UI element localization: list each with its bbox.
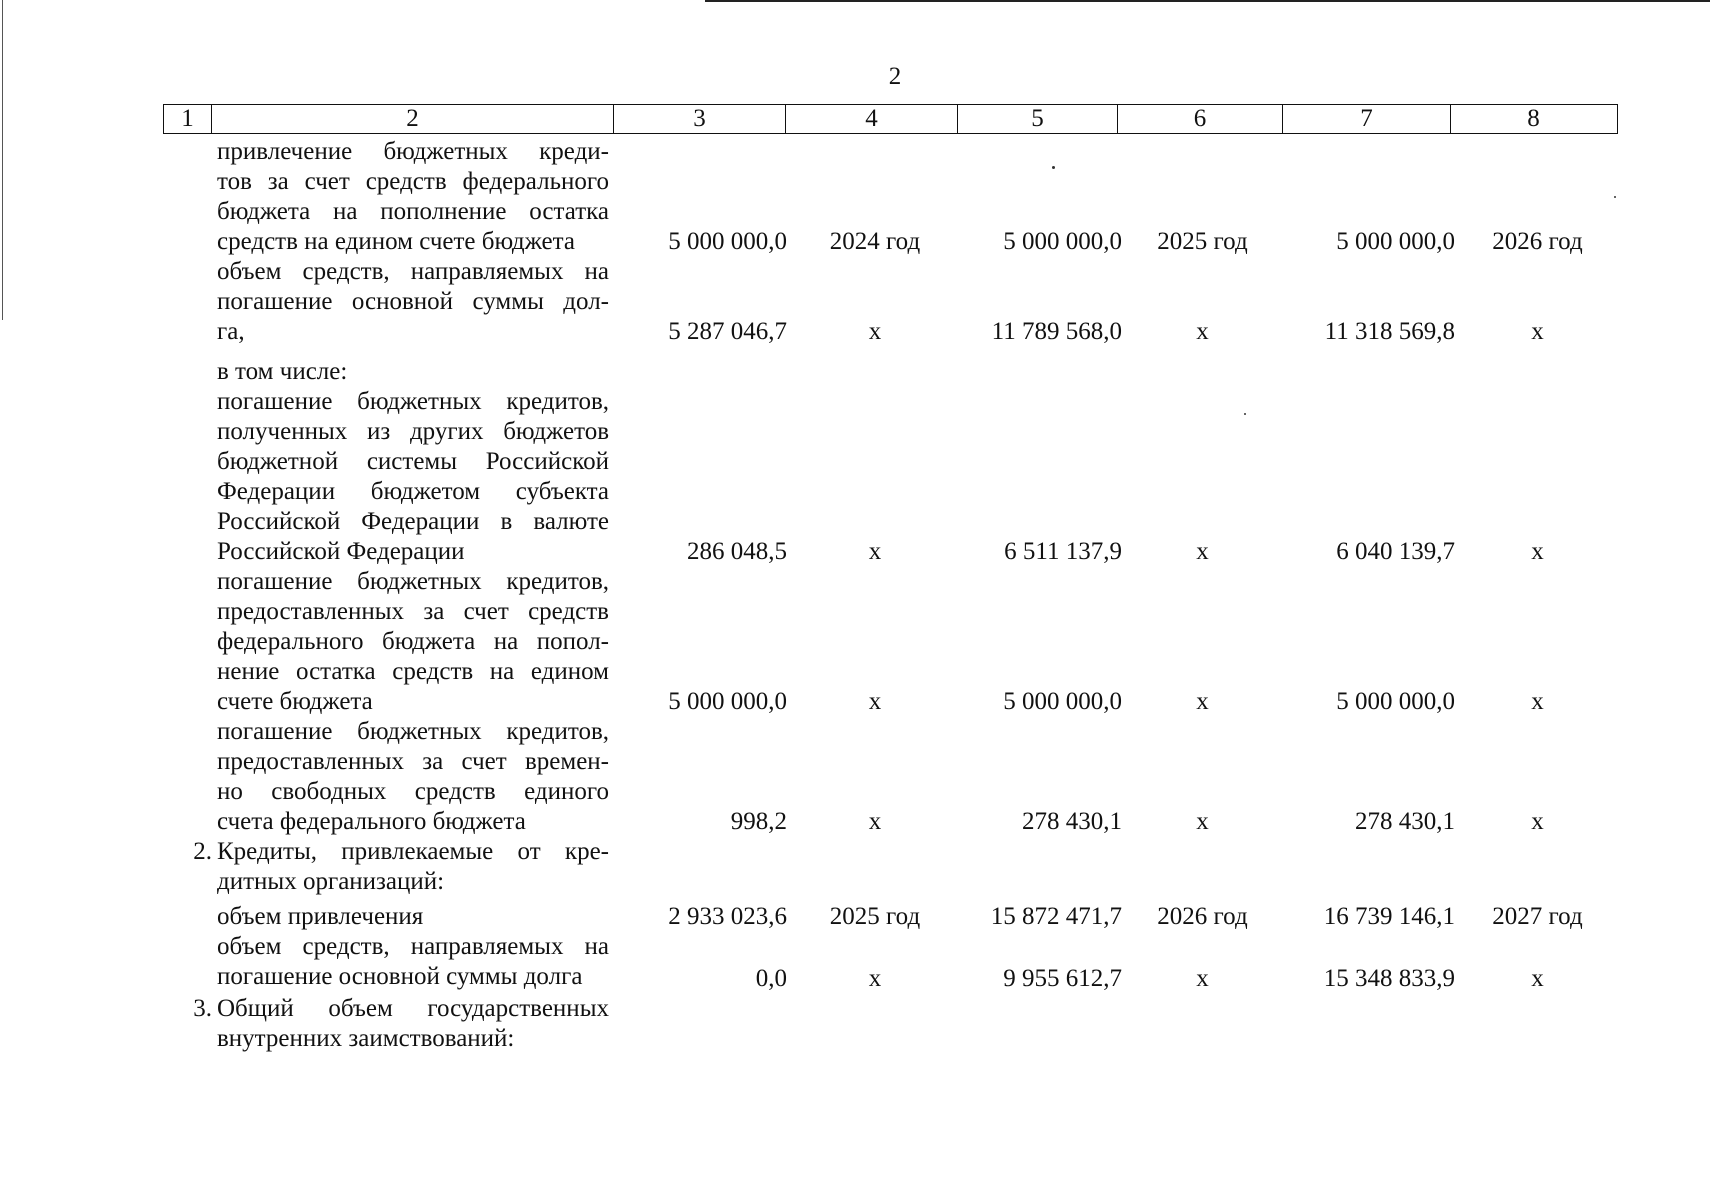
row-description	[217, 257, 609, 347]
column-header-6: 6	[1118, 105, 1283, 133]
cell-col5: 5 000 000,0	[1003, 228, 1122, 255]
column-header-3: 3	[614, 105, 786, 133]
description-line: тов за счет средств федерального	[217, 168, 609, 195]
column-header-7: 7	[1283, 105, 1451, 133]
description-line: погашение основной суммы долга	[217, 963, 583, 990]
description-line: федерального бюджета на попол-	[217, 628, 609, 655]
description-line: бюджета на пополнение остатка	[217, 198, 609, 225]
cell-col5: 9 955 612,7	[1003, 965, 1122, 992]
cell-col8: 2026 год	[1492, 228, 1583, 255]
description-line: но свободных средств единого	[217, 778, 609, 805]
description-line: счета федерального бюджета	[217, 808, 526, 835]
description-line: нение остатка средств на едином	[217, 658, 609, 685]
description-line: счете бюджета	[217, 688, 373, 715]
description-line: полученных из других бюджетов	[217, 418, 609, 445]
cell-col5: 15 872 471,7	[990, 903, 1122, 930]
cell-col5: 5 000 000,0	[1003, 688, 1122, 715]
column-header-4: 4	[786, 105, 958, 133]
cell-col3: 0,0	[755, 965, 787, 992]
cell-col5: 6 511 137,9	[1004, 538, 1122, 565]
cell-col4: 2024 год	[829, 228, 921, 255]
page-number: 2	[888, 63, 902, 90]
column-header-8: 8	[1527, 105, 1540, 132]
description-line: погашение основной суммы дол-	[217, 288, 609, 315]
description-line: погашение бюджетных кредитов,	[217, 388, 609, 415]
description-line: га,	[217, 318, 245, 345]
cell-col4: х	[868, 318, 882, 345]
description-line: привлечение бюджетных креди-	[217, 138, 609, 165]
cell-col5: 11 789 568,0	[991, 318, 1122, 345]
row-description	[217, 137, 609, 257]
cell-col3: 286 048,5	[687, 538, 787, 565]
cell-col3: 5 287 046,7	[668, 318, 787, 345]
cell-col7: 16 739 146,1	[1323, 903, 1455, 930]
column-header-2: 2	[212, 105, 614, 133]
description-line: объем средств, направляемых на	[217, 258, 609, 285]
cell-col8: х	[1531, 318, 1544, 345]
cell-col6: х	[1196, 688, 1209, 715]
description-line: в том числе:	[217, 358, 348, 385]
cell-col8: 2027 год	[1492, 903, 1583, 930]
cell-col3: 5 000 000,0	[668, 228, 787, 255]
row-description	[217, 387, 609, 567]
description-line: Кредиты, привлекаемые от кре-	[217, 838, 609, 865]
cell-col8: х	[1531, 688, 1544, 715]
description-line: средств на едином счете бюджета	[217, 228, 575, 255]
row-description	[217, 717, 609, 837]
cell-col7: 15 348 833,9	[1323, 965, 1455, 992]
cell-col6: х	[1196, 318, 1209, 345]
cell-col6: х	[1196, 965, 1209, 992]
cell-col6: 2026 год	[1157, 903, 1248, 930]
cell-col8: х	[1531, 965, 1544, 992]
description-line: объем привлечения	[217, 903, 424, 930]
cell-col4: х	[868, 688, 882, 715]
description-line: бюджетной системы Российской	[217, 448, 609, 475]
description-line: объем средств, направляемых на	[217, 933, 609, 960]
cell-col7: 6 040 139,7	[1336, 538, 1455, 565]
scan-edge	[2, 0, 3, 320]
cell-col3: 998,2	[730, 808, 787, 835]
cell-col8: х	[1531, 808, 1544, 835]
cell-col6: х	[1196, 538, 1209, 565]
description-line: погашение бюджетных кредитов,	[217, 718, 609, 745]
column-header-1: 1	[164, 105, 212, 133]
cell-col4: х	[868, 965, 882, 992]
cell-col4: х	[868, 808, 882, 835]
cell-col7: 5 000 000,0	[1336, 228, 1455, 255]
top-rule	[705, 0, 1710, 2]
cell-col7: 278 430,1	[1355, 808, 1455, 835]
description-line: предоставленных за счет средств	[217, 598, 609, 625]
description-line: Российской Федерации	[217, 538, 465, 565]
row-number: 2.	[193, 838, 212, 865]
description-line: Федерации бюджетом субъекта	[217, 478, 609, 505]
cell-col8: х	[1531, 538, 1544, 565]
row-description	[217, 932, 609, 992]
cell-col6: 2025 год	[1157, 228, 1248, 255]
row-description	[217, 902, 609, 932]
scan-speck	[1614, 196, 1616, 198]
cell-col4: 2025 год	[829, 903, 921, 930]
cell-col5: 278 430,1	[1022, 808, 1122, 835]
cell-col7: 11 318 569,8	[1324, 318, 1455, 345]
row-description	[217, 837, 609, 897]
description-line: Общий объем государственных	[217, 995, 609, 1022]
description-line: Российской Федерации в валюте	[217, 508, 609, 535]
cell-col6: х	[1196, 808, 1209, 835]
scan-speck	[1244, 413, 1246, 415]
cell-col3: 2 933 023,6	[668, 903, 787, 930]
column-header-5: 5	[958, 105, 1118, 133]
scan-speck	[1052, 166, 1055, 169]
description-line: внутренних заимствований:	[217, 1025, 515, 1052]
cell-col3: 5 000 000,0	[668, 688, 787, 715]
description-line: погашение бюджетных кредитов,	[217, 568, 609, 595]
row-description	[217, 994, 609, 1054]
cell-col4: х	[868, 538, 882, 565]
row-description	[217, 567, 609, 717]
row-number: 3.	[193, 995, 212, 1022]
cell-col7: 5 000 000,0	[1336, 688, 1455, 715]
description-line: предоставленных за счет времен-	[217, 748, 609, 775]
column-number-header	[163, 104, 1618, 134]
row-description	[217, 357, 609, 387]
description-line: дитных организаций:	[217, 868, 445, 895]
